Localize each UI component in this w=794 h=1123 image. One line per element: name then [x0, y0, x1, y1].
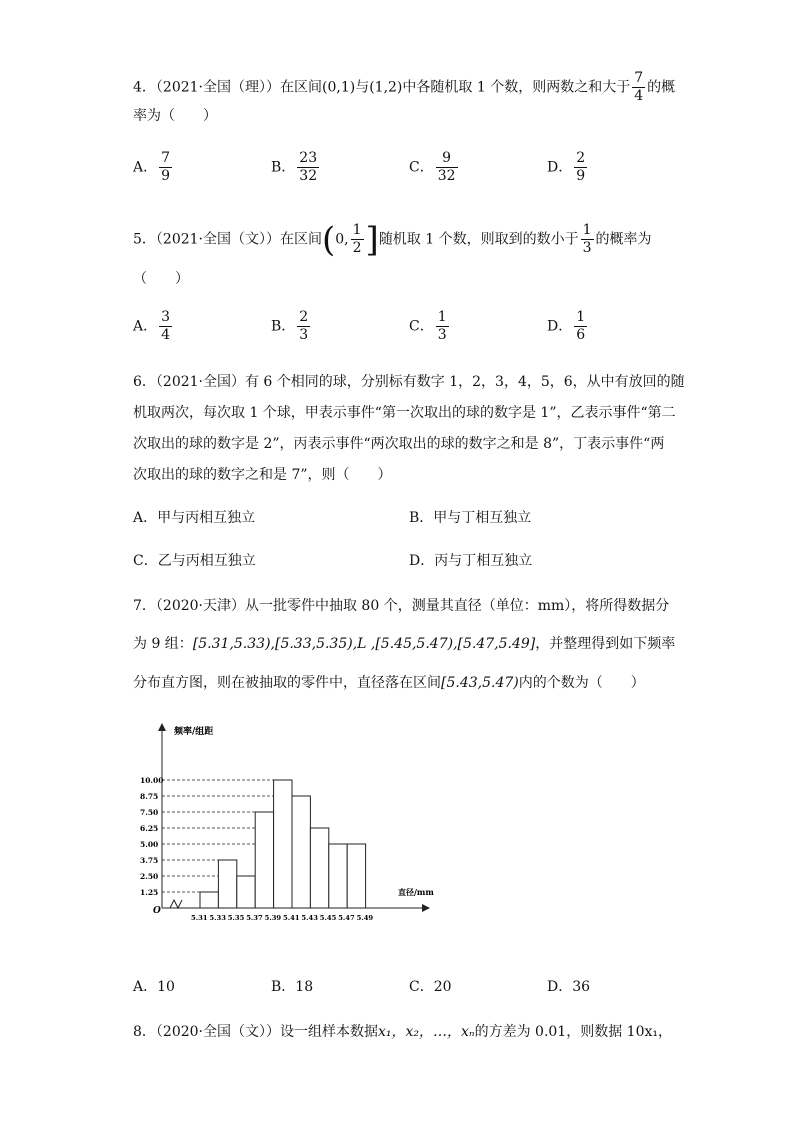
- q7-option-b[interactable]: B．18: [271, 979, 314, 995]
- histogram-bar: [347, 844, 365, 908]
- q6-line2: 机取两次，每次取 1 个球，甲表示事件“第一次取出的球的数字是 1”，乙表示事件“第二: [133, 405, 676, 421]
- q7-line2: [133, 634, 675, 654]
- q4-interval1: (0,1): [322, 79, 356, 96]
- q5-prefix: 5．（2021·全国（文））在区间: [133, 231, 322, 248]
- histogram-bar: [274, 780, 292, 908]
- q5-fraction: $\frac{1}{3}$: [582, 222, 592, 256]
- y-tick-label: 3.75: [140, 856, 159, 865]
- x-tick-label: 5.33: [209, 914, 226, 922]
- axis-break: [170, 900, 182, 908]
- y-tick-label: 6.25: [140, 824, 159, 833]
- q5-line2: （ ）: [133, 271, 189, 287]
- q7-line2-tail: ，并整理得到如下频率: [535, 636, 676, 652]
- histogram-bar: [218, 860, 236, 908]
- x-tick-label: 5.45: [319, 914, 337, 922]
- q8-prefix: 8．（2020·全国（文））设一组样本数据: [133, 1024, 378, 1040]
- q7-line3: [133, 673, 645, 693]
- q4-fraction: $\frac{7}{4}$: [634, 70, 644, 104]
- y-tick-label: 10.00: [140, 776, 164, 785]
- q4-prefix: 4．（2021·全国（理））在区间: [133, 79, 322, 96]
- q4-mid: 与: [355, 79, 370, 96]
- q4-line1: [133, 70, 675, 105]
- x-axis-label: 直径/mm: [398, 887, 434, 897]
- x-tick-label: 5.35: [227, 914, 245, 922]
- q7-line3-tail: 内的个数为（ ）: [518, 675, 645, 691]
- q6-option-a[interactable]: A．甲与丙相互独立: [133, 510, 256, 526]
- q5-option-d[interactable]: D． $\frac{1}{6}$: [547, 309, 586, 343]
- q5-line1: 5．（2021·全国（文））在区间(0, $\frac{1}{2}$ ]随机取 1 个数，则取到的数小于 $\frac{1}{3}$ 的概率为: [133, 219, 652, 260]
- histogram-bar: [200, 892, 218, 908]
- y-tick-label: 7.50: [140, 808, 159, 817]
- q7-option-c[interactable]: C．20: [409, 979, 452, 995]
- y-axis-label: 频率/组距: [174, 727, 214, 737]
- q4-interval2: (1,2): [369, 79, 403, 96]
- q4-option-a[interactable]: A． $\frac{7}{9}$: [133, 150, 171, 184]
- histogram-bar: [329, 844, 347, 908]
- q5-interval-fraction: $\frac{1}{2}$: [352, 222, 362, 256]
- q4-line2: 率为（ ）: [133, 108, 217, 124]
- q5-option-c[interactable]: C． $\frac{1}{3}$: [409, 309, 447, 343]
- q4-option-c[interactable]: C． $\frac{9}{32}$: [409, 150, 456, 184]
- histogram-bar: [292, 796, 310, 908]
- q7-target-interval: [5.43,5.47): [441, 675, 519, 691]
- y-tick-label: 2.50: [140, 872, 159, 881]
- histogram-bar: [310, 828, 328, 908]
- q4-rest: 中各随机取 1 个数，则两数之和大于: [402, 79, 631, 96]
- x-tick-label: 5.31: [191, 914, 208, 922]
- q7-option-a[interactable]: A．10: [133, 979, 175, 995]
- y-tick-label: 1.25: [140, 888, 159, 897]
- x-tick-label: 5.49: [356, 914, 374, 922]
- x-tick-label: 5.47: [338, 914, 355, 922]
- frequency-histogram: [140, 715, 440, 930]
- q4-option-b[interactable]: B． $\frac{23}{32}$: [271, 150, 318, 184]
- q6-line1: 6．（2021·全国）有 6 个相同的球，分别标有数字 1，2，3，4，5，6，从中有放回的随: [133, 374, 685, 390]
- origin-label: O: [153, 906, 161, 916]
- y-tick-label: 8.75: [140, 792, 159, 801]
- q6-option-d[interactable]: D．丙与丁相互独立: [409, 553, 533, 569]
- q5-interval-lead: 0,: [335, 231, 349, 248]
- q8-tail: 的方差为 0.01，则数据 10x₁，: [474, 1024, 672, 1040]
- q7-line3-prefix: 分布直方图，则在被抽取的零件中，直径落在区间: [133, 675, 441, 691]
- q5-tail: 的概率为: [595, 231, 652, 248]
- q6-option-b[interactable]: B．甲与丁相互独立: [409, 510, 532, 526]
- q6-line4: 次取出的球的数字之和是 7”，则（ ）: [133, 467, 392, 483]
- q7-line1: 7．（2020·天津）从一批零件中抽取 80 个，测量其直径（单位：mm），将所得数据分: [133, 598, 670, 614]
- x-tick-label: 5.41: [283, 914, 300, 922]
- q4-option-d[interactable]: D． $\frac{2}{9}$: [547, 150, 586, 184]
- q7-line2-prefix: 为 9 组：: [133, 636, 193, 652]
- x-tick-label: 5.37: [246, 914, 263, 922]
- histogram-bar: [237, 876, 255, 908]
- q7-intervals: [5.31,5.33),[5.33,5.35),L ,[5.45,5.47),[5.47,5.49]: [192, 636, 536, 652]
- q6-option-c[interactable]: C．乙与丙相互独立: [133, 553, 256, 569]
- y-tick-label: 5.00: [140, 840, 159, 849]
- q7-option-d[interactable]: D．36: [547, 979, 591, 995]
- histogram-bar: [255, 812, 273, 908]
- q6-line3: 次取出的球的数字是 2”，丙表示事件“两次取出的球的数字之和是 8”，丁表示事件“两: [133, 436, 665, 452]
- x-tick-label: 5.39: [264, 914, 282, 922]
- q4-tail: 的概: [647, 79, 676, 96]
- q5-option-b[interactable]: B． $\frac{2}{3}$: [271, 309, 309, 343]
- x-tick-label: 5.43: [301, 914, 318, 922]
- q5-option-a[interactable]: A． $\frac{3}{4}$: [133, 309, 171, 343]
- q8-vars: x₁，x₂，…，xₙ: [378, 1024, 475, 1040]
- q8-line1: [133, 1022, 672, 1042]
- q5-rest: 随机取 1 个数，则取到的数小于: [378, 231, 579, 248]
